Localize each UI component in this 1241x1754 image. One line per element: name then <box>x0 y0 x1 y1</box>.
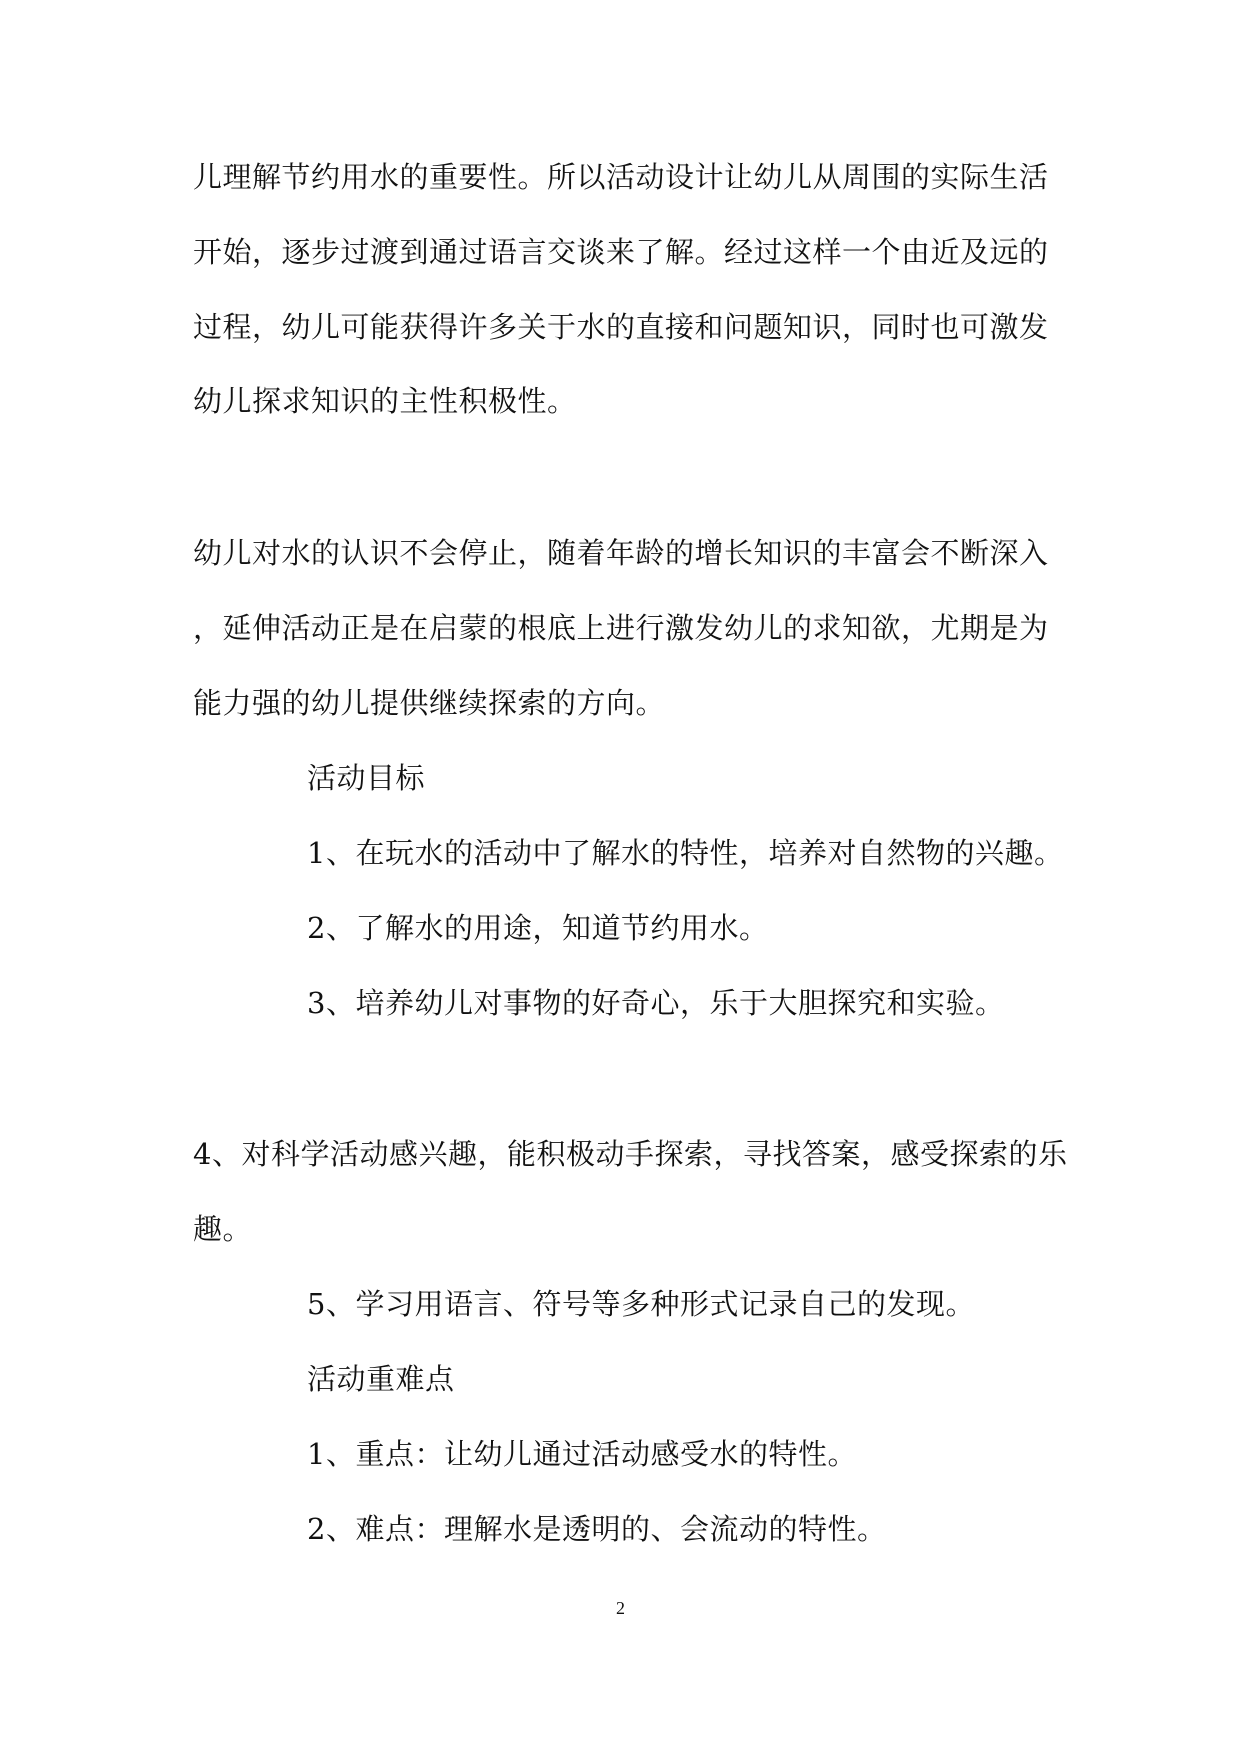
page-number: 2 <box>616 1598 625 1618</box>
paragraph-line: 幼儿探求知识的主性积极性。 <box>193 384 577 418</box>
section-heading-key-points: 活动重难点 <box>307 1362 455 1396</box>
paragraph-line: 过程，幼儿可能获得许多关于水的直接和问题知识，同时也可激发 <box>193 310 1049 344</box>
paragraph-line: 能力强的幼儿提供继续探索的方向。 <box>193 686 666 720</box>
paragraph-line: 幼儿对水的认识不会停止，随着年龄的增长知识的丰富会不断深入 <box>193 536 1049 570</box>
paragraph-line: ，延伸活动正是在启蒙的根底上进行激发幼儿的求知欲，尤期是为 <box>193 611 1049 645</box>
objective-item: 3、培养幼儿对事物的好奇心，乐于大胆探究和实验。 <box>307 986 1005 1020</box>
section-heading-objectives: 活动目标 <box>307 761 426 795</box>
key-point-item: 1、重点：让幼儿通过活动感受水的特性。 <box>307 1437 857 1471</box>
objective-item: 4、对科学活动感兴趣，能积极动手探索，寻找答案，感受探索的乐 <box>193 1137 1068 1171</box>
paragraph-line: 开始，逐步过渡到通过语言交谈来了解。经过这样一个由近及远的 <box>193 235 1049 269</box>
paragraph-line: 儿理解节约用水的重要性。所以活动设计让幼儿从周围的实际生活 <box>193 160 1049 194</box>
objective-item: 2、了解水的用途，知道节约用水。 <box>307 911 769 945</box>
objective-item-continuation: 趣。 <box>193 1212 253 1246</box>
objective-item: 1、在玩水的活动中了解水的特性，培养对自然物的兴趣。 <box>307 836 1064 870</box>
objective-item: 5、学习用语言、符号等多种形式记录自己的发现。 <box>307 1287 975 1321</box>
key-point-item: 2、难点：理解水是透明的、会流动的特性。 <box>307 1512 887 1546</box>
